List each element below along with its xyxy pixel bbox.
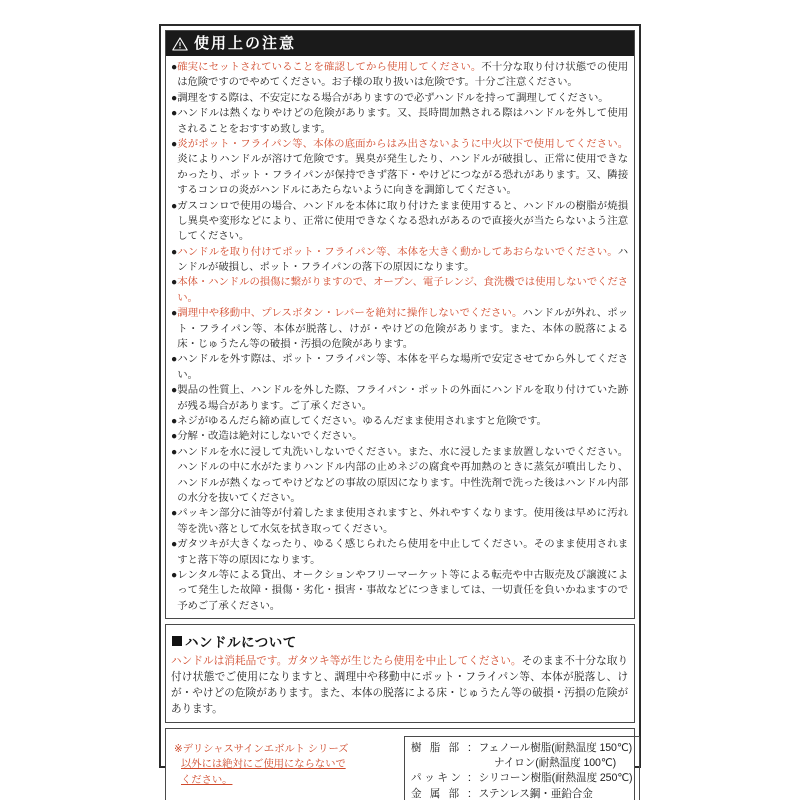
caution-title: 使用上の注意 bbox=[194, 35, 297, 52]
bullet-dot-icon: ● bbox=[171, 108, 178, 120]
caution-item-black: 調理をする際は、不安定になる場合がありますので必ずハンドルを持って調理してください。 bbox=[177, 92, 609, 104]
caution-item-text bbox=[177, 445, 628, 507]
caution-item-black: 製品の性質上、ハンドルを外した際、フライパン・ポットの外面にハンドルを取り付けていた跡が残る場合があります。ご了承ください。 bbox=[177, 385, 628, 412]
spec-label: パッキン bbox=[411, 772, 464, 785]
caution-item-black: ハンドルが破損し、ポット・フライパンの落下の原因になります。 bbox=[177, 246, 628, 274]
caution-item-text bbox=[177, 91, 628, 106]
handle-section-title: ハンドルについて bbox=[185, 635, 297, 651]
handle-section-paragraph bbox=[171, 654, 628, 718]
caution-item-text bbox=[177, 106, 628, 137]
caution-item-text bbox=[177, 352, 628, 383]
bullet-dot-icon: ● bbox=[171, 138, 178, 150]
bullet-dot-icon: ● bbox=[171, 308, 178, 320]
caution-item-black: ハンドルを外す際は、ポット・フライパン等、本体を平らな場所で安定させてから外してください。 bbox=[177, 354, 628, 381]
spec-row bbox=[411, 771, 632, 786]
caution-item-black: ガタツキが大きくなったり、ゆるく感じられたら使用を中止してください。そのまま使用されますと落下等の原因になります。 bbox=[177, 539, 628, 566]
caution-item-black: ハンドルが外れ、ポット・フライパン等、本体が脱落し、けが・やけどの危険があります。また、本体の脱落による床・じゅうたん等の破損・汚損の危険があります。 bbox=[177, 308, 629, 351]
caution-item-black: 不十分な取り付け状態での使用は危険ですのでやめてください。お子様の取り扱いは危険です。十分ご注意ください。 bbox=[177, 62, 628, 89]
bullet-dot-icon: ● bbox=[171, 92, 178, 104]
spec-row bbox=[411, 756, 632, 771]
caution-item bbox=[171, 352, 628, 383]
bullet-dot-icon: ● bbox=[171, 569, 178, 581]
caution-item bbox=[171, 106, 628, 137]
caution-item bbox=[171, 91, 628, 106]
caution-item-text bbox=[177, 568, 628, 614]
caution-item-black: ハンドルを水に浸して丸洗いしないでください。また、水に浸したまま放置しないでください。ハンドルの中に水がたまりハンドル内部の止めネジの腐食や再加熱のときに蒸気が噴出したり、ハンドルが熱くなってやけどなどの事故の原因になります。中性洗剤で洗った後はハンドル内部の水分を抜いてください。 bbox=[177, 446, 628, 504]
caution-item-red: 調理中や移動中、プレスボタン・レバーを絶対に操作しないでください。 bbox=[177, 308, 523, 320]
material-spec-box bbox=[404, 736, 640, 800]
caution-item bbox=[171, 383, 628, 414]
handle-panel bbox=[165, 624, 635, 723]
bullet-dot-icon: ● bbox=[171, 415, 178, 427]
bullet-dot-icon: ● bbox=[171, 431, 178, 443]
spec-value: シリコーン樹脂(耐熱温度 250℃) bbox=[478, 772, 633, 785]
caution-titlebar bbox=[166, 31, 634, 56]
caution-item-black: ネジがゆるんだら締め直してください。ゆるんだまま使用されますと危険です。 bbox=[177, 415, 547, 427]
spec-separator: ： bbox=[467, 741, 478, 754]
spec-label: 金 属 部 bbox=[411, 787, 462, 800]
caution-item bbox=[171, 414, 628, 429]
bullet-dot-icon: ● bbox=[171, 508, 178, 520]
bullet-dot-icon: ● bbox=[171, 246, 178, 258]
caution-item-list bbox=[166, 56, 634, 618]
caution-item-text bbox=[177, 60, 628, 91]
caution-item-red: ハンドルを取り付けてポット・フライパン等、本体を大きく動かしてあおらないでください。 bbox=[177, 246, 618, 258]
caution-item-text bbox=[177, 506, 628, 537]
bullet-dot-icon: ● bbox=[171, 62, 178, 73]
spec-label: 樹 脂 部 bbox=[411, 741, 462, 754]
caution-item-text bbox=[177, 383, 628, 414]
caution-item bbox=[171, 568, 628, 614]
handle-section-heading bbox=[172, 631, 628, 651]
bullet-dot-icon: ● bbox=[171, 354, 178, 366]
bullet-dot-icon: ● bbox=[171, 200, 178, 212]
caution-item-black: 炎によりハンドルが溶けて危険です。異臭が発生したり、ハンドルが破損し、正常に使用できなかったり、ポット・フライパンが保持できず落下・やけどにつながる恐れがあります。又、隣接するコンロの炎がハンドルにあたらないように向きを調節してください。 bbox=[177, 154, 628, 197]
bullet-dot-icon: ● bbox=[171, 446, 178, 458]
caution-item-black: ガスコンロで使用の場合、ハンドルを本体に取り付けたまま使用すると、ハンドルの樹脂が焼損し異臭や変形などにより、正常に使用できなくなる恐れがあるので直接火が当たらないよう注意してください。 bbox=[177, 200, 628, 243]
series-note-line-3: ください。 bbox=[181, 774, 233, 786]
caution-item-red: 確実にセットされていることを確認してから使用してください。 bbox=[177, 62, 482, 73]
caution-item-black: レンタル等による貸出、オークションやフリーマーケット等による転売や中古販売及び譲渡によって発生した故障・損傷・劣化・損害・事故などにつきましては、一切責任を負いかねますので予めご了承ください。 bbox=[177, 569, 628, 612]
handle-section-black-text: そのまま不十分な取り付け状態でご使用になりますと、調理中や移動中にポット・フライパン等、本体が脱落し、けが・やけどの危険があります。また、本体の脱落による床・じゅうたん等の破損・汚損の危険があります。 bbox=[171, 655, 628, 715]
spec-value: ナイロン(耐熱温度 100℃) bbox=[494, 756, 617, 769]
caution-item-black: 分解・改造は絶対にしないでください。 bbox=[177, 431, 363, 443]
bullet-dot-icon: ● bbox=[171, 277, 178, 289]
caution-item-text bbox=[177, 275, 628, 306]
caution-panel bbox=[165, 30, 635, 619]
caution-item-red: 本体・ハンドルの損傷に繋がりますので、オーブン、電子レンジ、食洗機では使用しないでください。 bbox=[177, 277, 628, 304]
caution-item bbox=[171, 445, 628, 507]
caution-item-text bbox=[177, 306, 628, 352]
caution-item-text bbox=[177, 199, 628, 245]
caution-item bbox=[171, 137, 628, 199]
bottom-panel bbox=[165, 728, 635, 800]
series-note-line-1: ※デリシャスサインエボルト シリーズ bbox=[174, 743, 349, 755]
bullet-dot-icon: ● bbox=[171, 539, 178, 551]
caution-item bbox=[171, 506, 628, 537]
caution-item-red: 炎がポット・フライパン等、本体の底面からはみ出さないように中火以下で使用してください。 bbox=[177, 138, 628, 150]
caution-item-black: ハンドルは熱くなりやけどの危険があります。又、長時間加熱される際はハンドルを外して使用されることをおすすめ致します。 bbox=[177, 108, 628, 135]
caution-item bbox=[171, 306, 628, 352]
spec-value: ステンレス鋼・亜鉛合金 bbox=[478, 787, 593, 800]
caution-item-black: パッキン部分に油等が付着したまま使用されますと、外れやすくなります。使用後は早めに汚れ等を洗い落として水気を拭き取ってください。 bbox=[177, 508, 628, 535]
caution-item-text bbox=[177, 429, 628, 444]
warning-triangle-icon bbox=[172, 37, 188, 51]
caution-item bbox=[171, 60, 628, 91]
spec-row bbox=[411, 741, 632, 756]
caution-item bbox=[171, 199, 628, 245]
caution-item bbox=[171, 245, 628, 276]
bullet-dot-icon: ● bbox=[171, 385, 178, 397]
handle-section-red-text: ハンドルは消耗品です。ガタツキ等が生じたら使用を中止してください。 bbox=[171, 655, 522, 668]
series-restriction-note bbox=[174, 736, 392, 789]
caution-item-text bbox=[177, 537, 628, 568]
caution-item-text bbox=[177, 245, 628, 276]
caution-item bbox=[171, 275, 628, 306]
series-note-line-2: 以外には絶対にご使用にならないで bbox=[181, 759, 346, 771]
caution-item-text bbox=[177, 137, 628, 199]
spec-value: フェノール樹脂(耐熱温度 150℃) bbox=[478, 741, 633, 754]
caution-item bbox=[171, 429, 628, 444]
caution-item-text bbox=[177, 414, 628, 429]
handle-panel-body bbox=[166, 625, 634, 722]
caution-item bbox=[171, 537, 628, 568]
spec-separator: ： bbox=[467, 787, 478, 800]
spec-separator: ： bbox=[467, 772, 478, 785]
spec-row bbox=[411, 787, 632, 800]
black-square-icon bbox=[172, 636, 182, 646]
label-outer-frame bbox=[159, 24, 641, 800]
